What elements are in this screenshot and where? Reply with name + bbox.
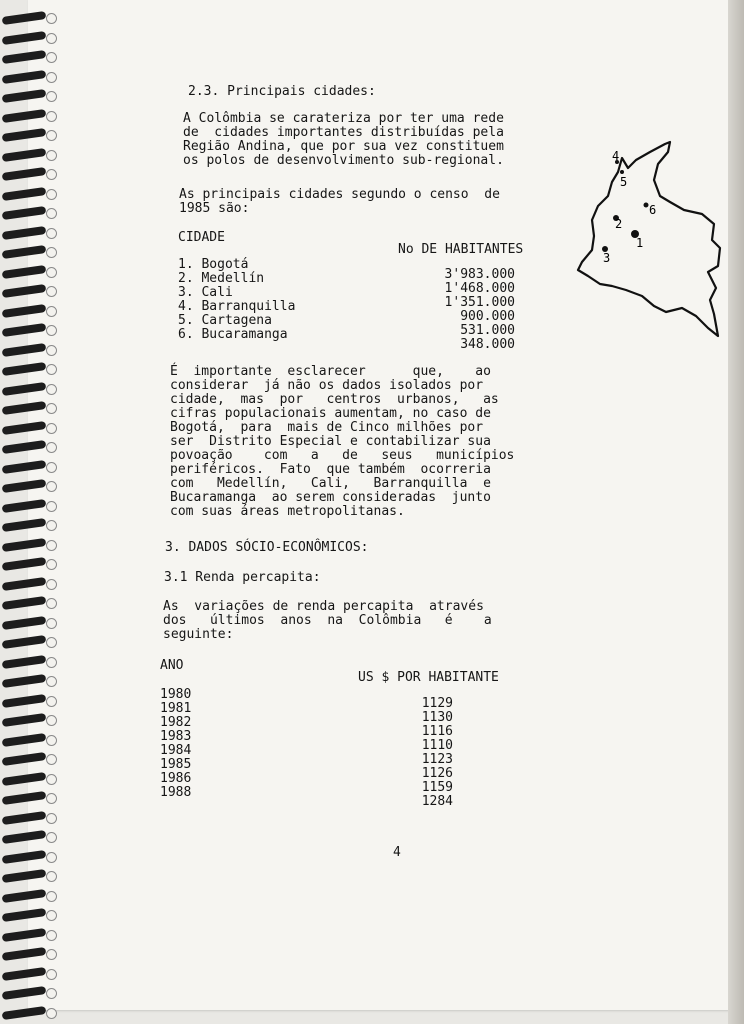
income-header-value: US $ POR HABITANTE [358,670,499,685]
text-line: ser Distrito Especial e contabilizar sua [170,434,491,449]
section31-title: 3.1 Renda percapita: [164,570,321,585]
income-year: 1980 [160,687,192,702]
income-year: 1982 [160,715,192,730]
binding-coil [2,697,56,706]
binding-coil [2,287,56,296]
binding-coil [2,599,56,608]
binding-coil [2,911,56,920]
income-value: 1129 [421,696,453,711]
income-year: 1986 [160,771,192,786]
income-value: 1130 [421,710,453,725]
map-label-5: 5 [620,175,628,189]
binding-coil [2,502,56,511]
important-paragraph [170,365,514,519]
binding-coil [2,404,56,413]
text-line: povoação com a de seus municípios [170,448,515,463]
text-line: cifras populacionais aumentam, no caso de [170,406,491,421]
binding-coil [2,209,56,218]
text-line: dos últimos anos na Colômbia é a [163,613,492,628]
binding-coil [2,326,56,335]
cities-header-city: CIDADE [178,230,225,245]
binding-coil [2,736,56,745]
page-number: 4 [393,845,401,860]
binding-coil [2,716,56,725]
city-population: 531.000 [460,323,515,338]
renda-paragraph [163,600,492,642]
binding-coil [2,989,56,998]
text-line: Região Andina, que por sua vez constituem [183,139,504,154]
binding-coil [2,346,56,355]
binding-coil [2,307,56,316]
income-year: 1981 [160,701,192,716]
binding-coil [2,112,56,121]
binding-coil [2,677,56,686]
binding-coil [2,1009,56,1018]
income-year: 1983 [160,729,192,744]
income-value: 1159 [421,780,453,795]
page-stack-edge [728,0,744,1024]
city-name: 4. Barranquilla [178,299,296,314]
binding-coil [2,814,56,823]
binding-coil [2,365,56,374]
text-line: considerar já não os dados isolados por [170,378,484,393]
binding-coil [2,794,56,803]
text-line: com Medellín, Cali, Barranquilla e [170,476,491,491]
income-value-list [405,697,453,809]
income-header-year: ANO [160,658,184,673]
binding-coil [2,872,56,881]
income-year: 1984 [160,743,192,758]
income-year: 1985 [160,757,192,772]
text-line: periféricos. Fato que também ocorreria [170,462,491,477]
binding-coil [2,424,56,433]
binding-coil [2,170,56,179]
binding-coil [2,34,56,43]
city-population: 1'468.000 [444,281,515,296]
binding-coil [2,521,56,530]
text-line: Bucaramanga ao serem consideradas junto [170,490,491,505]
binding-coil [2,385,56,394]
map-label-4: 4 [612,149,620,163]
binding-coil [2,229,56,238]
text-line: Bogotá, para mais de Cinco milhões por [170,420,484,435]
year-list [160,688,191,800]
city-name: 2. Medellín [178,271,265,286]
city-population: 348.000 [460,337,515,352]
binding-coil [2,950,56,959]
text-line: com suas áreas metropolitanas. [170,504,405,519]
binding-coil [2,853,56,862]
binding-coil [2,53,56,62]
text-line: seguinte: [163,627,234,642]
spiral-binding [0,0,60,1024]
income-value: 1110 [421,738,453,753]
binding-coil [2,482,56,491]
map-label-1: 1 [636,236,644,250]
city-name: 5. Cartagena [178,313,272,328]
map-point-cartagena [620,170,624,174]
binding-coil [2,541,56,550]
binding-coil [2,580,56,589]
binding-coil [2,92,56,101]
binding-coil [2,14,56,23]
income-value: 1116 [421,724,453,739]
binding-coil [2,73,56,82]
binding-coil [2,248,56,257]
map-label-3: 3 [603,251,611,265]
city-population: 1'351.000 [444,295,515,310]
text-line: 1985 são: [179,201,250,216]
binding-coil [2,443,56,452]
population-list [420,268,515,352]
binding-coil [2,638,56,647]
binding-coil [2,931,56,940]
cities-header-population: No DE HABITANTES [398,242,524,257]
section3-title: 3. DADOS SÓCIO-ECONÔMICOS: [165,540,369,555]
map-label-6: 6 [649,203,657,217]
binding-coil [2,775,56,784]
binding-coil [2,755,56,764]
city-name: 6. Bucaramanga [178,327,288,342]
binding-coil [2,560,56,569]
text-line: A Colômbia se carateriza por ter uma rede [183,111,504,126]
map-label-2: 2 [615,217,623,231]
binding-coil [2,268,56,277]
binding-coil [2,463,56,472]
city-population: 3'983.000 [444,267,515,282]
colombia-map [570,138,730,343]
binding-coil [2,131,56,140]
census-paragraph [179,188,500,216]
text-line: É importante esclarecer que, ao [170,364,491,379]
binding-coil [2,970,56,979]
city-population: 900.000 [460,309,515,324]
income-value: 1123 [421,752,453,767]
city-name: 1. Bogotá [178,257,249,272]
text-line: As variações de renda percapita através [163,599,484,614]
binding-coil [2,892,56,901]
intro-paragraph [183,112,504,168]
city-name: 3. Cali [178,285,233,300]
binding-coil [2,619,56,628]
text-line: cidade, mas por centros urbanos, as [170,392,499,407]
text-line: As principais cidades segundo o censo de [179,187,500,202]
income-value: 1284 [421,794,453,809]
binding-coil [2,151,56,160]
cities-list [178,258,295,342]
income-year: 1988 [160,785,192,800]
map-point-bucaramanga [644,203,649,208]
text-line: de cidades importantes distribuídas pela [183,125,504,140]
binding-coil [2,190,56,199]
section-title: 2.3. Principais cidades: [188,84,376,99]
binding-coil [2,833,56,842]
income-value: 1126 [421,766,453,781]
text-line: os polos de desenvolvimento sub-regional. [183,153,504,168]
binding-coil [2,658,56,667]
